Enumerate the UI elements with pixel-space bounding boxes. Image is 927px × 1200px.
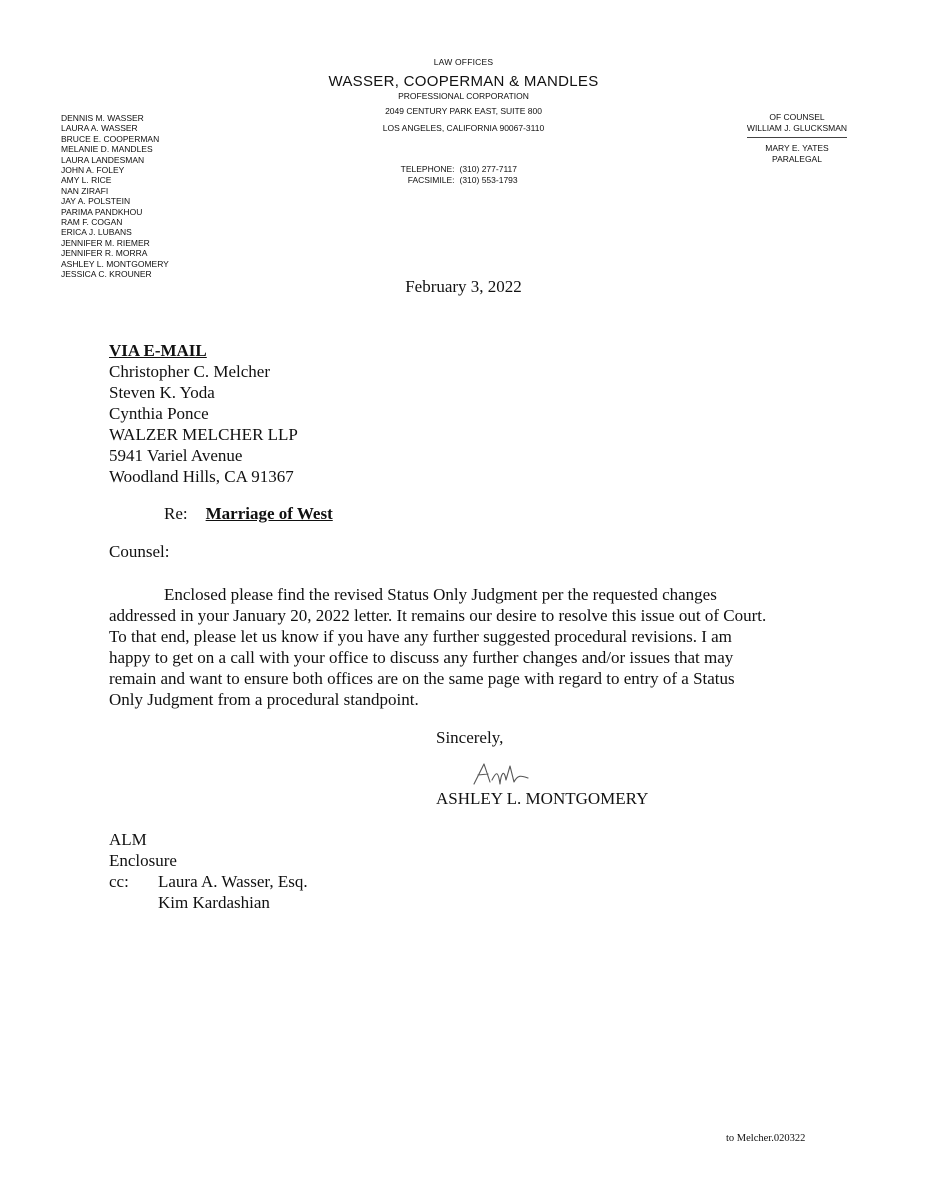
facsimile-row [370,175,560,186]
attorney-list [61,113,169,280]
recipient-line: 5941 Variel Avenue [109,446,243,465]
attorney-name: NAN ZIRAFI [61,185,109,196]
attorney-name: DENNIS M. WASSER [61,113,144,123]
paralegal-label: PARALEGAL [772,153,822,164]
attorney-name: JENNIFER R. MORRA [61,248,148,259]
body-paragraph [109,584,839,710]
signer-name: ASHLEY L. MONTGOMERY [436,789,649,808]
letterhead-corporation: PROFESSIONAL CORPORATION [398,91,529,101]
re-subject: Marriage of West [205,504,333,523]
salutation: Counsel: [109,542,170,561]
cc-recipient: Laura A. Wasser, Esq. [158,872,308,891]
letterhead-contact [370,164,560,186]
attorney-name: JAY A. POLSTEIN [61,196,131,207]
body-line: remain and want to ensure both offices are on the same page with regard to entry of a Status [109,669,735,688]
letterhead-law-offices: LAW OFFICES [433,57,494,67]
body-line: To that end, please let us know if you have any further suggested procedural revisions. I am [109,627,732,646]
attorney-name: JOHN A. FOLEY [61,165,125,176]
attorney-name: PARIMA PANDKHOU [61,206,143,217]
recipient-line: WALZER MELCHER LLP [109,425,298,444]
cc-spacer [109,892,158,913]
re-line [164,504,333,524]
facsimile-label: FACSIMILE: [407,175,455,185]
of-counsel-label: OF COUNSEL [769,112,825,122]
footer-block [109,829,308,913]
attorney-name: MELANIE D. MANDLES [61,144,153,155]
typist-initials: ALM [109,830,147,849]
body-line: Enclosed please find the revised Status Only Judgment per the requested changes [164,585,717,604]
letterhead-firm-name: WASSER, COOPERMAN & MANDLES [328,73,599,90]
attorney-name: ASHLEY L. MONTGOMERY [61,258,169,269]
telephone-row [370,164,560,175]
re-label: Re: [164,504,188,523]
recipient-line: Cynthia Ponce [109,404,209,423]
letterhead-address-line2: LOS ANGELES, CALIFORNIA 90067-3110 [382,123,545,133]
telephone-number: (310) 277-7117 [459,164,517,174]
facsimile-number: (310) 553-1793 [459,175,518,185]
paralegal-name: MARY E. YATES [765,143,829,153]
body-line: addressed in your January 20, 2022 letter. It remains our desire to resolve this issue out of Court. [109,606,767,625]
cc-recipient: Kim Kardashian [158,893,270,912]
telephone-label: TELEPHONE: [400,164,455,174]
attorney-name: LAURA A. WASSER [61,123,138,134]
cc-row [109,892,308,913]
cc-row [109,871,308,892]
letter-date: February 3, 2022 [405,277,522,296]
attorney-name: LAURA LANDESMAN [61,154,145,165]
enclosure-note: Enclosure [109,851,177,870]
divider [747,137,847,138]
cc-label: cc: [109,872,129,891]
delivery-method: VIA E-MAIL [109,341,207,360]
recipient-block [109,340,298,487]
attorney-name: JESSICA C. KROUNER [61,269,152,280]
attorney-name: BRUCE E. COOPERMAN [61,133,160,144]
letterhead-address-line1: 2049 CENTURY PARK EAST, SUITE 800 [385,106,542,116]
recipient-line: Steven K. Yoda [109,383,215,402]
of-counsel-name: WILLIAM J. GLUCKSMAN [746,122,848,133]
attorney-name: RAM F. COGAN [61,217,123,228]
attorney-name: ERICA J. LUBANS [61,227,132,238]
document-reference: to Melcher.020322 [726,1133,806,1144]
recipient-line: Woodland Hills, CA 91367 [109,467,294,486]
closing: Sincerely, [436,728,504,747]
body-line: happy to get on a call with your office to discuss any further changes and/or issues that may [109,648,734,667]
of-counsel-block [738,112,856,164]
attorney-name: AMY L. RICE [61,175,112,186]
recipient-line: Christopher C. Melcher [109,362,270,381]
attorney-name: JENNIFER M. RIEMER [61,237,150,248]
body-line: Only Judgment from a procedural standpoint. [109,690,419,709]
